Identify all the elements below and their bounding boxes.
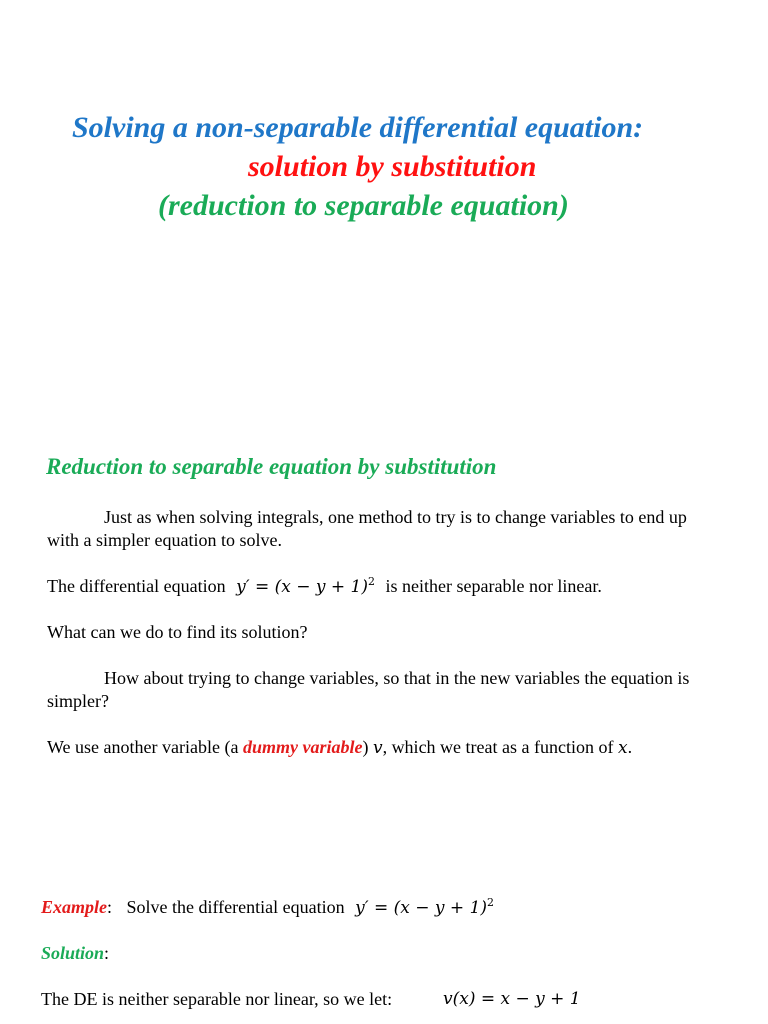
example-line [41,896,494,919]
paragraph-1-line-1: Just as when solving integrals, one method to try is to change variables to end up [104,507,687,527]
equation-inline [236,577,375,597]
paragraph-5-text-after: , which we treat as a function of [382,737,614,757]
section-heading: Reduction to separable equation by substitution [46,454,497,479]
paragraph-4-line-1: How about trying to change variables, so that in the new variables the equation is [104,668,690,688]
variable-v: v [372,738,383,758]
variable-x: x [617,738,628,758]
paragraph-4-line-2: simpler? [47,691,109,711]
substitution-equation: v(x) = x − y + 1 [443,989,581,1009]
example-equation-exponent: 2 [487,896,495,909]
dummy-variable-emphasis: dummy variable [242,737,363,757]
paragraph-5-end: . [627,737,633,757]
solution-label: Solution [41,943,105,963]
title-line-2: solution by substitution [248,150,537,183]
paragraph-2 [47,575,602,598]
paragraph-1-line-2: with a simpler equation to solve. [47,530,282,550]
solution-colon: : [104,943,110,963]
paragraph-5-text-before: We use another variable (a [47,737,239,757]
title-line-1: Solving a non-separable differential equation: [72,111,644,144]
substitution-text: The DE is neither separable nor linear, so we let: [41,989,393,1009]
example-label: Example [41,897,107,917]
solution-line [41,942,109,964]
title-line-3: (reduction to separable equation) [158,189,569,222]
paragraph-5-paren: ) [362,737,369,757]
equation-main: y′ = (x − y + 1) [236,577,368,597]
paragraph-2-text-before: The differential equation [47,576,226,596]
equation-exponent: 2 [368,575,375,588]
paragraph-3: What can we do to find its solution? [47,622,308,642]
example-equation-main: y′ = (x − y + 1) [355,898,488,918]
paragraph-2-text-after: is neither separable nor linear. [385,576,602,596]
example-text: Solve the differential equation [126,897,345,917]
example-equation [355,898,494,918]
example-colon: : [107,897,113,917]
paragraph-5 [47,736,632,759]
